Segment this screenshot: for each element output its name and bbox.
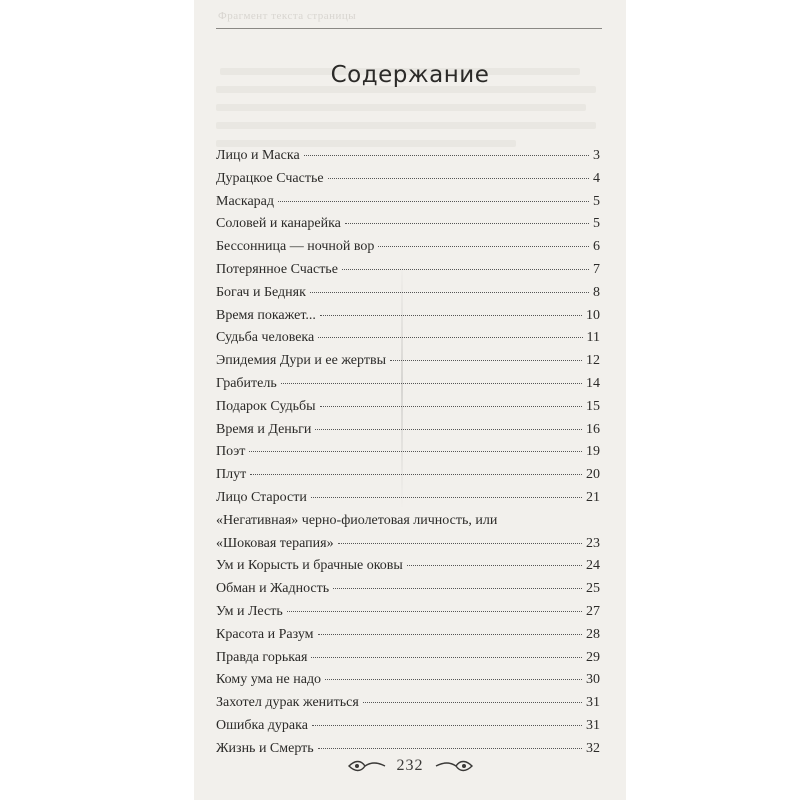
toc-entry <box>216 650 600 673</box>
toc-entry-title: Кому ума не надо <box>216 672 322 688</box>
toc-entry-page: 19 <box>586 444 600 460</box>
page-footer <box>194 757 626 775</box>
toc-entry-page: 11 <box>586 330 600 346</box>
toc-entry-page: 7 <box>593 261 600 277</box>
toc-entry <box>216 558 600 581</box>
show-through-line <box>216 122 596 129</box>
toc-leader-dots <box>250 474 582 475</box>
toc-entry-title: Ум и Лесть <box>216 603 283 619</box>
page-number: 232 <box>396 757 424 774</box>
toc-entry <box>216 262 600 285</box>
toc-entry-page: 28 <box>586 626 600 642</box>
toc-leader-dots <box>281 383 582 384</box>
toc-leader-dots <box>320 406 583 407</box>
toc-entry-title: Дурацкое Счастье <box>216 170 324 186</box>
toc-entry <box>216 604 600 627</box>
toc-leader-dots <box>311 657 582 658</box>
toc-leader-dots <box>320 315 582 316</box>
show-through-line <box>216 104 586 111</box>
toc-leader-dots <box>312 725 582 726</box>
toc-entry-title: Поэт <box>216 444 246 460</box>
toc-entry <box>216 444 600 467</box>
toc-entry-page: 10 <box>586 307 600 323</box>
toc-leader-dots <box>338 543 582 544</box>
toc-entry <box>216 581 600 604</box>
table-of-contents <box>216 148 600 764</box>
toc-entry <box>216 718 600 741</box>
toc-entry <box>216 239 600 262</box>
toc-entry-page: 3 <box>593 148 600 163</box>
toc-entry-page: 14 <box>586 375 600 391</box>
toc-entry <box>216 695 600 718</box>
toc-entry <box>216 467 600 490</box>
toc-entry-title: «Негативная» черно-фиолетовая личность, или <box>216 512 498 528</box>
toc-entry-page: 25 <box>586 581 600 597</box>
toc-entry-title: Судьба человека <box>216 330 315 346</box>
toc-entry-page: 5 <box>593 193 600 209</box>
toc-entry-title: Потерянное Счастье <box>216 261 338 277</box>
toc-entry <box>216 399 600 422</box>
toc-leader-dots <box>318 337 582 338</box>
toc-leader-dots <box>390 360 582 361</box>
toc-entry-page: 24 <box>586 558 600 574</box>
book-page <box>194 0 626 800</box>
toc-entry-page: 5 <box>593 216 600 232</box>
toc-leader-dots <box>363 702 582 703</box>
toc-leader-dots <box>318 634 583 635</box>
toc-entry <box>216 376 600 399</box>
toc-entry-title: Ум и Корысть и брачные оковы <box>216 558 403 574</box>
toc-leader-dots <box>318 748 582 749</box>
toc-entry-page: 12 <box>586 353 600 369</box>
toc-entry-title: Соловей и канарейка <box>216 216 341 232</box>
toc-entry <box>216 672 600 695</box>
toc-entry <box>216 490 600 513</box>
toc-entry-title: Маскарад <box>216 193 275 209</box>
toc-entry-title: Правда горькая <box>216 649 308 665</box>
toc-entry-page: 4 <box>593 170 600 186</box>
toc-entry <box>216 536 600 559</box>
header-rule <box>216 28 602 29</box>
toc-entry <box>216 171 600 194</box>
toc-entry-page: 8 <box>593 284 600 300</box>
toc-entry-title: Время покажет... <box>216 307 316 323</box>
show-through-line <box>216 140 516 147</box>
toc-entry-page: 31 <box>586 695 600 711</box>
toc-entry <box>216 194 600 217</box>
page-title: Содержание <box>330 62 490 88</box>
toc-leader-dots <box>328 178 589 179</box>
toc-entry-title: Грабитель <box>216 375 277 391</box>
toc-entry <box>216 330 600 353</box>
toc-entry-page: 21 <box>586 489 600 505</box>
toc-entry <box>216 353 600 376</box>
toc-entry <box>216 422 600 445</box>
toc-entry-page: 29 <box>586 649 600 665</box>
toc-entry-title: Плут <box>216 467 247 483</box>
toc-leader-dots <box>345 223 589 224</box>
right-ornament-icon <box>434 759 474 773</box>
running-header: Фрагмент текста страницы <box>218 10 357 22</box>
toc-entry <box>216 513 600 536</box>
toc-entry-page: 23 <box>586 535 600 551</box>
toc-entry-title: Ошибка дурака <box>216 717 308 733</box>
toc-entry-title: Лицо Старости <box>216 489 307 505</box>
toc-leader-dots <box>278 201 589 202</box>
toc-leader-dots <box>325 679 582 680</box>
toc-leader-dots <box>315 429 582 430</box>
toc-entry-title: Подарок Судьбы <box>216 398 316 414</box>
toc-leader-dots <box>407 565 582 566</box>
toc-entry-title: Время и Деньги <box>216 421 312 437</box>
toc-entry-title: Жизнь и Смерть <box>216 740 314 756</box>
toc-entry-page: 20 <box>586 467 600 483</box>
toc-leader-dots <box>287 611 582 612</box>
toc-leader-dots <box>342 269 589 270</box>
toc-entry-page: 6 <box>593 239 600 255</box>
toc-leader-dots <box>333 588 582 589</box>
toc-leader-dots <box>311 497 582 498</box>
toc-entry-page: 30 <box>586 672 600 688</box>
toc-entry-title: Захотел дурак жениться <box>216 695 359 711</box>
toc-entry-page: 32 <box>586 740 600 756</box>
toc-entry <box>216 308 600 331</box>
left-ornament-icon <box>347 759 387 773</box>
toc-entry <box>216 216 600 239</box>
toc-entry-title: Эпидемия Дури и ее жертвы <box>216 353 386 369</box>
toc-entry-title: Богач и Бедняк <box>216 284 306 300</box>
toc-leader-dots <box>304 155 589 156</box>
toc-leader-dots <box>310 292 589 293</box>
toc-entry-page: 31 <box>586 717 600 733</box>
toc-entry-title: Лицо и Маска <box>216 148 300 163</box>
toc-leader-dots <box>378 246 589 247</box>
toc-entry-title: «Шоковая терапия» <box>216 535 334 551</box>
toc-entry-title: Обман и Жадность <box>216 581 330 597</box>
toc-leader-dots <box>249 451 582 452</box>
toc-entry <box>216 627 600 650</box>
toc-entry-title: Бессонница — ночной вор <box>216 239 375 255</box>
toc-entry-page: 15 <box>586 398 600 414</box>
toc-entry-title: Красота и Разум <box>216 626 314 642</box>
toc-entry-page: 16 <box>586 421 600 437</box>
toc-entry-page: 27 <box>586 603 600 619</box>
toc-entry <box>216 285 600 308</box>
toc-entry <box>216 148 600 171</box>
